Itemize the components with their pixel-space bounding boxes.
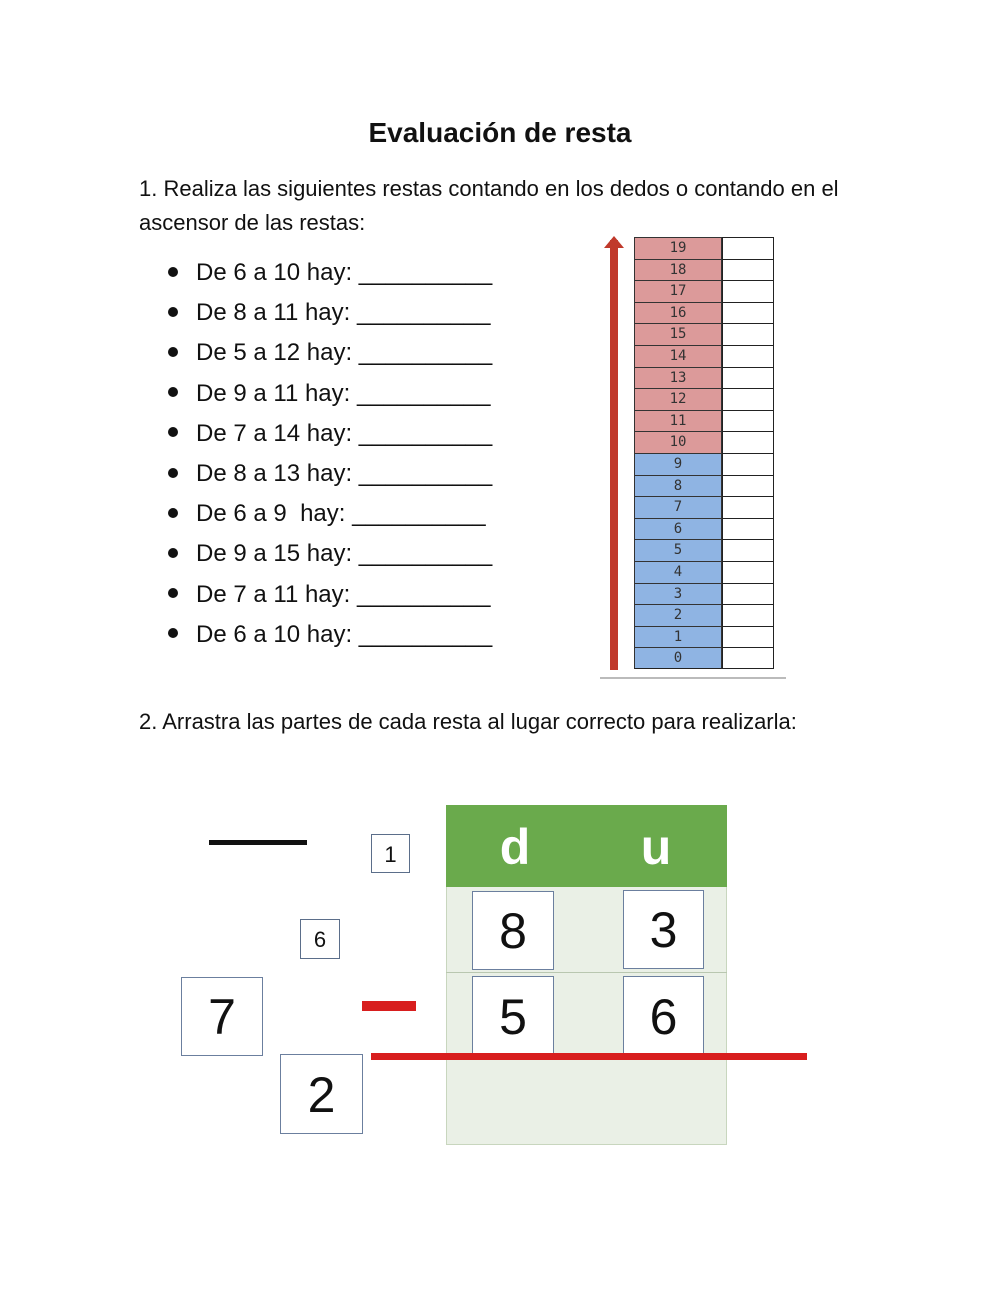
elevator-number: 0 [634, 647, 722, 669]
elevator-number: 9 [634, 453, 722, 475]
draggable-piece-6[interactable]: 6 [300, 919, 340, 959]
elevator-row [634, 583, 774, 605]
board-divider [446, 972, 727, 973]
list-item: De 9 a 15 hay: __________ [168, 534, 492, 574]
list-item: De 9 a 11 hay: __________ [168, 374, 492, 414]
bullet-icon [168, 628, 178, 638]
elevator-number: 15 [634, 323, 722, 345]
draggable-line-piece[interactable] [209, 840, 307, 845]
elevator-row [634, 345, 774, 367]
draggable-piece-1[interactable]: 1 [371, 834, 410, 873]
bullet-icon [168, 588, 178, 598]
elevator-row [634, 518, 774, 540]
elevator-row [634, 453, 774, 475]
minuend-units: 3 [623, 890, 704, 969]
list-item: De 6 a 10 hay: __________ [168, 253, 492, 293]
elevator-number: 12 [634, 388, 722, 410]
elevator-number: 10 [634, 431, 722, 453]
elevator-answer-box [722, 647, 774, 669]
header-tens: d [499, 819, 531, 875]
elevator-answer-box [722, 259, 774, 281]
exercise-list [168, 253, 492, 655]
elevator-row [634, 561, 774, 583]
elevator-row [634, 237, 774, 259]
bullet-icon [168, 548, 178, 558]
elevator-row [634, 475, 774, 497]
elevator-row [634, 410, 774, 432]
list-item: De 8 a 11 hay: __________ [168, 293, 492, 333]
elevator-number: 11 [634, 410, 722, 432]
list-item: De 7 a 11 hay: __________ [168, 575, 492, 615]
elevator-number: 19 [634, 237, 722, 259]
elevator-number: 1 [634, 626, 722, 648]
result-line [371, 1053, 807, 1060]
elevator-answer-box [722, 345, 774, 367]
elevator-answer-box [722, 280, 774, 302]
elevator-number: 16 [634, 302, 722, 324]
elevator-number: 6 [634, 518, 722, 540]
elevator-number: 4 [634, 561, 722, 583]
draggable-piece-2[interactable]: 2 [280, 1054, 363, 1134]
elevator-number: 7 [634, 496, 722, 518]
elevator-row [634, 388, 774, 410]
elevator-row [634, 496, 774, 518]
subtrahend-tens: 5 [472, 976, 554, 1056]
elevator-row [634, 367, 774, 389]
list-item: De 5 a 12 hay: __________ [168, 333, 492, 373]
elevator-answer-box [722, 475, 774, 497]
question-2: 2. Arrastra las partes de cada resta al lugar correcto para realizarla: [139, 709, 797, 734]
draggable-piece-7[interactable]: 7 [181, 977, 263, 1056]
elevator-answer-box [722, 561, 774, 583]
elevator-row [634, 280, 774, 302]
elevator-row [634, 323, 774, 345]
elevator-row [634, 259, 774, 281]
header-units: u [640, 819, 672, 875]
elevator-answer-box [722, 367, 774, 389]
bullet-icon [168, 347, 178, 357]
bullet-icon [168, 387, 178, 397]
elevator-answer-box [722, 237, 774, 259]
elevator-answer-box [722, 604, 774, 626]
elevator-answer-box [722, 539, 774, 561]
elevator-answer-box [722, 323, 774, 345]
list-item: De 7 a 14 hay: __________ [168, 414, 492, 454]
draggable-minus-sign[interactable] [362, 1001, 416, 1011]
elevator-row [634, 431, 774, 453]
elevator-row [634, 647, 774, 669]
list-item: De 6 a 10 hay: __________ [168, 615, 492, 655]
elevator-answer-box [722, 453, 774, 475]
elevator-base [600, 677, 786, 679]
bullet-icon [168, 267, 178, 277]
elevator-row [634, 302, 774, 324]
elevator-answer-box [722, 496, 774, 518]
elevator-arrow [610, 240, 618, 670]
minuend-tens: 8 [472, 891, 554, 970]
elevator-row [634, 604, 774, 626]
elevator-answer-box [722, 583, 774, 605]
question-1: 1. Realiza las siguientes restas contando en los dedos o contando en el ascensor de las restas: [139, 176, 839, 235]
elevator-number: 8 [634, 475, 722, 497]
bullet-icon [168, 468, 178, 478]
elevator-answer-box [722, 626, 774, 648]
elevator-number: 14 [634, 345, 722, 367]
elevator-answer-box [722, 431, 774, 453]
elevator-number: 5 [634, 539, 722, 561]
bullet-icon [168, 427, 178, 437]
bullet-icon [168, 508, 178, 518]
elevator-answer-box [722, 302, 774, 324]
bullet-icon [168, 307, 178, 317]
elevator-number: 2 [634, 604, 722, 626]
elevator-number: 17 [634, 280, 722, 302]
elevator-number: 13 [634, 367, 722, 389]
elevator-row [634, 539, 774, 561]
subtrahend-units: 6 [623, 976, 704, 1056]
list-item: De 8 a 13 hay: __________ [168, 454, 492, 494]
elevator-number: 3 [634, 583, 722, 605]
list-item: De 6 a 9 hay: __________ [168, 494, 492, 534]
elevator-grid [634, 237, 774, 669]
elevator-answer-box [722, 388, 774, 410]
elevator-answer-box [722, 518, 774, 540]
elevator-answer-box [722, 410, 774, 432]
elevator-row [634, 626, 774, 648]
elevator-number: 18 [634, 259, 722, 281]
page-title: Evaluación de resta [368, 117, 632, 148]
